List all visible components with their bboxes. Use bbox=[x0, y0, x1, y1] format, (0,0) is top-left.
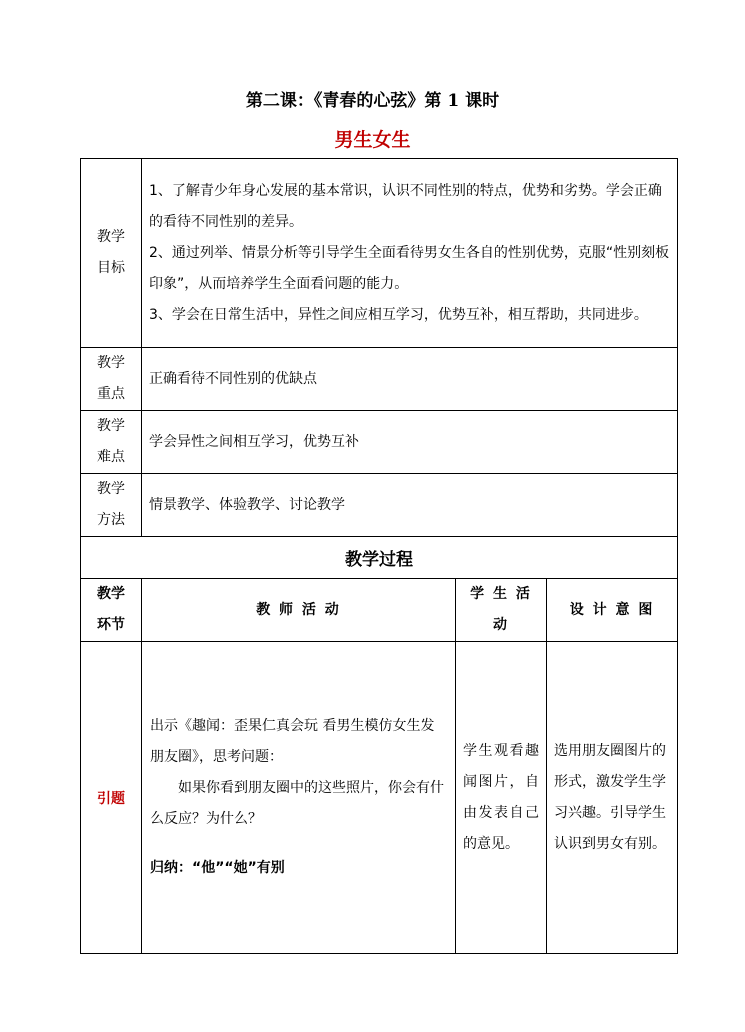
goal-item-3: 3、学会在日常生活中，异性之间应相互学习，优势互补，相互帮助，共同进步。 bbox=[149, 306, 648, 323]
lesson-plan-table bbox=[80, 158, 678, 954]
col-student-line1: 学 生 活 bbox=[470, 586, 532, 602]
col-stage-line2: 环节 bbox=[97, 617, 125, 633]
goals-label-line1: 教学 bbox=[97, 229, 125, 245]
methods-label-line1: 教学 bbox=[97, 481, 125, 497]
goals-content bbox=[142, 159, 678, 348]
intro-row bbox=[81, 642, 678, 954]
page-title: 第二课：《青春的心弦》第 1 课时 bbox=[245, 91, 500, 111]
col-teacher-header: 教 师 活 动 bbox=[142, 579, 456, 642]
key-points-label-line2: 重点 bbox=[97, 386, 125, 402]
intro-teacher-line2: 如果你看到朋友圈中的这些照片，你会有什么反应？为什么？ bbox=[150, 780, 444, 827]
difficulties-label-line2: 难点 bbox=[97, 449, 125, 465]
key-points-row bbox=[81, 348, 678, 411]
methods-label-line2: 方法 bbox=[97, 512, 125, 528]
goal-item-1: 1、了解青少年身心发展的基本常识，认识不同性别的特点，优势和劣势。学会正确的看待不同性别的差异。 bbox=[149, 182, 662, 230]
goals-label-line2: 目标 bbox=[97, 260, 125, 276]
difficulties-row bbox=[81, 411, 678, 474]
lesson-subtitle: 男生女生 bbox=[334, 129, 411, 151]
intro-student-activity: 学生观看趣闻图片，自由发表自己的意见。 bbox=[456, 642, 547, 954]
col-student-line2: 动 bbox=[493, 617, 509, 633]
col-stage-line1: 教学 bbox=[97, 586, 125, 602]
intro-teacher-activity bbox=[142, 642, 456, 954]
intro-design-intent: 选用朋友圈图片的形式，激发学生学习兴趣。引导学生认识到男女有别。 bbox=[547, 642, 678, 954]
methods-label bbox=[81, 474, 142, 537]
col-stage-header bbox=[81, 579, 142, 642]
methods-content: 情景教学、体验教学、讨论教学 bbox=[142, 474, 678, 537]
col-design-header: 设 计 意 图 bbox=[547, 579, 678, 642]
intro-stage-label: 引题 bbox=[81, 642, 142, 954]
key-points-label bbox=[81, 348, 142, 411]
intro-teacher-line1: 出示《趣闻：歪果仁真会玩 看男生模仿女生发朋友圈》，思考问题： bbox=[150, 718, 435, 765]
difficulties-label bbox=[81, 411, 142, 474]
goals-row bbox=[81, 159, 678, 348]
col-student-header bbox=[456, 579, 547, 642]
difficulties-content: 学会异性之间相互学习，优势互补 bbox=[142, 411, 678, 474]
process-columns-row bbox=[81, 579, 678, 642]
intro-summary: 归纳：“他”“她”有别 bbox=[150, 860, 285, 876]
difficulties-label-line1: 教学 bbox=[97, 418, 125, 434]
process-heading-row bbox=[81, 537, 678, 579]
key-points-label-line1: 教学 bbox=[97, 355, 125, 371]
key-points-content: 正确看待不同性别的优缺点 bbox=[142, 348, 678, 411]
process-heading: 教学过程 bbox=[81, 537, 678, 579]
goals-label bbox=[81, 159, 142, 348]
goal-item-2: 2、通过列举、情景分析等引导学生全面看待男女生各自的性别优势，克服“性别刻板印象”，从而培养学生全面看问题的能力。 bbox=[149, 244, 670, 292]
methods-row bbox=[81, 474, 678, 537]
